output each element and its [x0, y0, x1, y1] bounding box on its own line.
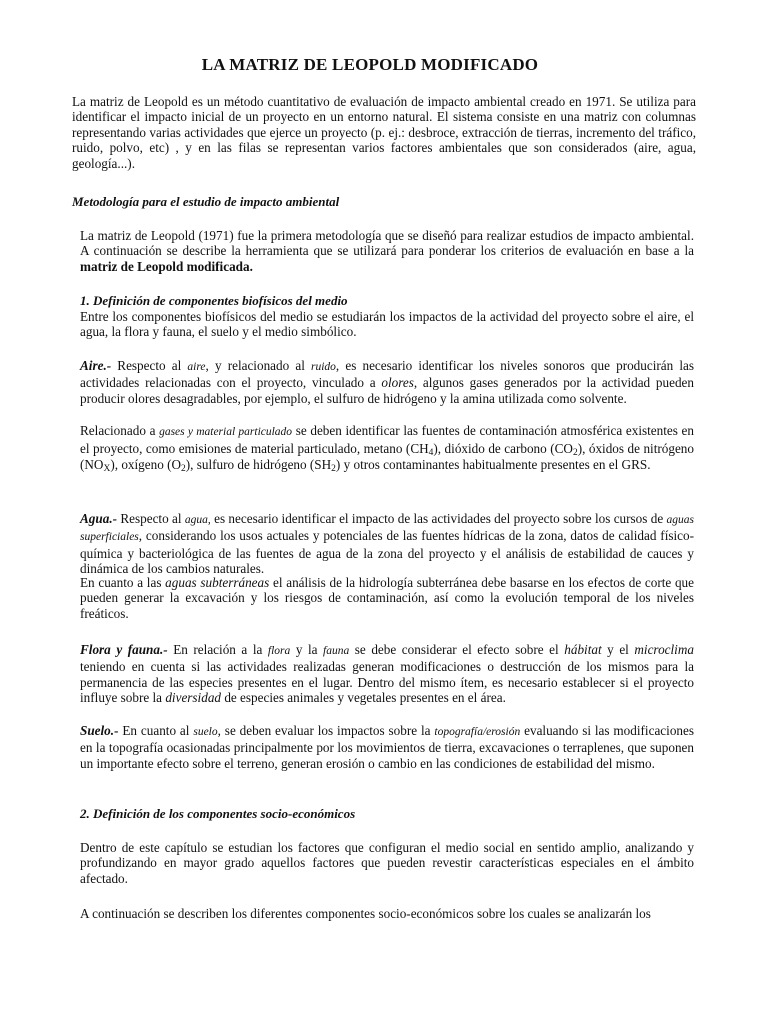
flora-keyword: microclima — [634, 642, 694, 657]
subscript: 2 — [181, 464, 186, 474]
aire-paragraph — [80, 358, 694, 406]
gases-text: se deben identificar las fuentes de contaminación atmosférica existentes en el proyecto, como emisiones de material particulado, metano (CH — [80, 423, 694, 456]
subscript: X — [103, 464, 111, 474]
flora-text: se debe considerar el efecto sobre el — [349, 642, 565, 657]
section2-paragraph-2: A continuación se describen los diferentes componentes socio-económicos sobre los cuales se analizarán los — [80, 906, 651, 921]
metodologia-text: La matriz de Leopold (1971) fue la primera metodología que se diseñó para realizar estudios de impacto ambiental. A continuación se describe la herramienta que se utilizará para ponderar los criterios de evaluación en base a la — [80, 228, 694, 259]
flora-text: de especies animales y vegetales presentes en el área. — [221, 690, 506, 706]
gases-text: ), oxígeno (O — [110, 457, 182, 472]
gases-text: ) y otros contaminantes habitualmente presentes en el GRS. — [335, 457, 651, 472]
section1-paragraph: Entre los componentes biofísicos del medio se estudiarán los impactos de la actividad del proyecto sobre el aire, el agua, la flora y fauna, el suelo y el medio simbólico. — [80, 309, 694, 340]
flora-label: Flora y fauna.- — [80, 642, 168, 657]
metodologia-paragraph — [80, 228, 694, 274]
intro-paragraph: La matriz de Leopold es un método cuantitativo de evaluación de impacto ambiental creado en 1971. Se utiliza para identificar el impacto inicial de un proyecto en un entorno natural. El sistema consiste en una matriz con columnas representando varias actividades que ejerce un proyecto (p. ej.: desbroce, extracción de tierras, incremento del tráfico, ruido, polvo, etc) , y en las filas se representan varios factores ambientales que son considerados (aire, agua, geología...). — [72, 94, 696, 171]
metodologia-heading: Metodología para el estudio de impacto ambiental — [72, 194, 340, 209]
flora-keyword: diversidad — [165, 690, 222, 706]
aire-gases-paragraph — [80, 423, 694, 474]
agua-text: , considerando los usos actuales y potenciales de las fuentes hídricas de la zona, datos de calidad físico-química y bacteriológica de las fuentes de agua de la zona del proyecto y el análisis de estabilidad de cauces y dinámica de los cambios naturales. — [80, 528, 694, 577]
agua-keyword: aguas subterráneas — [165, 575, 270, 590]
flora-text: y la — [290, 642, 324, 657]
flora-text: y el — [601, 642, 635, 657]
flora-text: En relación a la — [167, 642, 268, 657]
suelo-keyword: suelo — [193, 726, 218, 738]
gases-text: ), óxidos de nitrógeno (NO — [80, 440, 694, 472]
subscript: 2 — [572, 447, 578, 458]
section2-paragraph-1: Dentro de este capítulo se estudian los factores que configuran el medio social en sentido amplio, analizando y profundizando en mayor grado aquellos factores que pueden revestir características especiales en el ámbito afectado. — [80, 840, 694, 886]
suelo-text: , se deben evaluar los impactos sobre la — [217, 723, 435, 738]
aire-text: , y relacionado al — [205, 358, 311, 373]
section2-heading: 2. Definición de los componentes socio-económicos — [80, 806, 356, 821]
aire-label: Aire.- — [80, 358, 112, 373]
section1-heading: 1. Definición de componentes biofísicos del medio — [80, 293, 348, 308]
agua-text: Respecto al — [117, 511, 185, 526]
document-title: LA MATRIZ DE LEOPOLD MODIFICADO — [201, 55, 539, 74]
flora-fauna-paragraph — [80, 642, 694, 706]
aire-keyword: olores — [381, 375, 414, 391]
gases-text: ), dióxido de carbono (CO — [433, 440, 573, 456]
agua-keyword: agua, — [184, 514, 211, 526]
flora-keyword: hábitat — [564, 642, 602, 657]
agua-paragraph — [80, 511, 694, 577]
suelo-text: evaluando si las modificaciones en la topografía ocasionadas principalmente por los movimientos de tierra, excavaciones o terraplenes, que suponen un importante efecto sobre el terreno, generan erosión o cambio en las condiciones de estabilidad del mismo. — [80, 723, 694, 771]
subscript: 2 — [331, 464, 336, 474]
gases-text: ), sulfuro de hidrógeno (SH — [185, 457, 332, 472]
aire-text: , es necesario identificar los niveles sonoros que producirán las actividades relacionadas con el proyecto, vinculado a — [80, 358, 695, 391]
aire-keyword: ruido — [311, 361, 336, 373]
gases-text: Relacionado a — [80, 423, 160, 438]
flora-text: teniendo en cuenta si las actividades realizadas generan modificaciones o destrucción de los mismos para la permanencia de las especies presentes en el lugar. Dentro del mismo ítem, es necesario establecer si el proyecto influye sobre la — [80, 659, 694, 706]
suelo-text: En cuanto al — [118, 723, 194, 738]
aire-text: Respecto al — [111, 358, 188, 373]
gases-keyword: gases y material particulado — [159, 426, 293, 438]
agua-subterranea-paragraph — [80, 575, 694, 621]
suelo-keyword: topografía/erosión — [434, 726, 521, 738]
aire-text: , algunos gases generados por la actividad pueden producir olores desagradables, por ejemplo, el sulfuro de hidrógeno y la amina utilizada como solvente. — [80, 375, 694, 406]
agua-text: es necesario identificar el impacto de las actividades del proyecto sobre los cursos de — [210, 511, 667, 526]
agua-text: En cuanto a las — [80, 575, 166, 590]
subscript: 4 — [428, 447, 434, 458]
suelo-label: Suelo.- — [80, 723, 119, 738]
metodologia-bold-text: matriz de Leopold modificada. — [80, 258, 253, 274]
flora-keyword: fauna — [323, 645, 350, 657]
agua-label: Agua.- — [80, 511, 118, 526]
flora-keyword: flora — [267, 645, 291, 657]
agua-text: el análisis de la hidrología subterránea debe basarse en los efectos de corte que pueden generar la excavación y los riesgos de contaminación, así como la evolución temporal de los niveles freáticos. — [80, 575, 694, 621]
suelo-paragraph — [80, 723, 694, 771]
aire-keyword: aire — [187, 361, 206, 373]
agua-keyword: aguas superficiales — [80, 514, 695, 544]
